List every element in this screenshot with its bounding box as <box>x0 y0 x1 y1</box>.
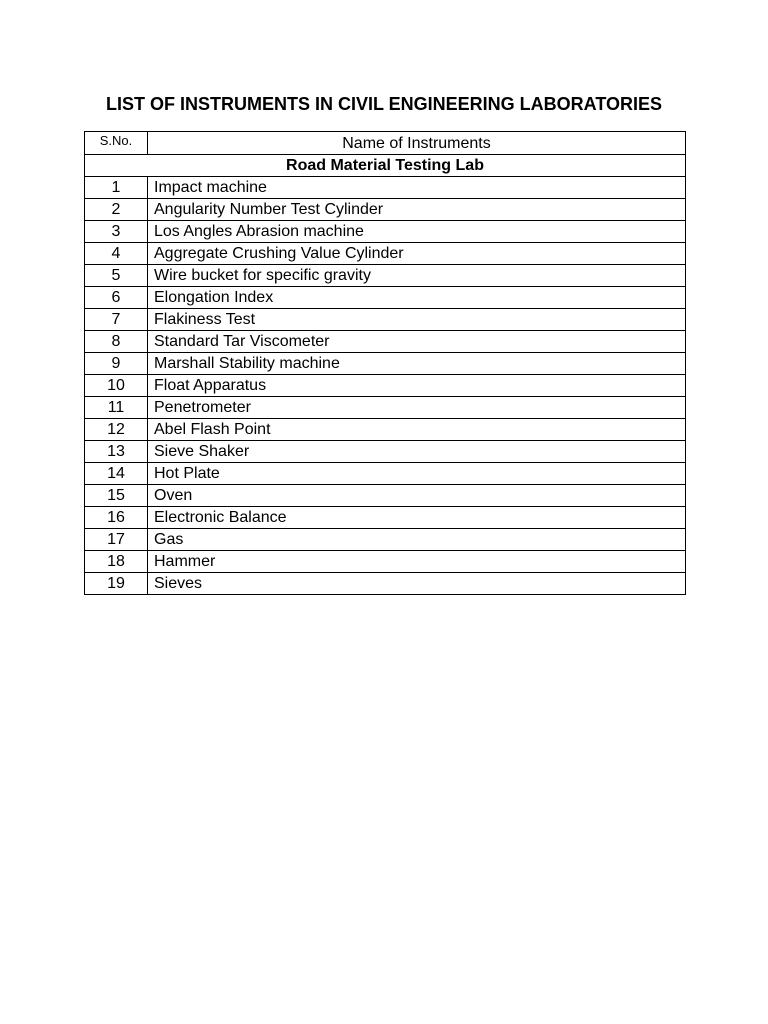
row-number: 5 <box>85 265 148 287</box>
row-number: 6 <box>85 287 148 309</box>
instrument-name: Marshall Stability machine <box>148 353 686 375</box>
table-row <box>85 573 686 595</box>
section-row <box>85 155 686 177</box>
row-number: 15 <box>85 485 148 507</box>
instrument-name: Float Apparatus <box>148 375 686 397</box>
row-number: 4 <box>85 243 148 265</box>
row-number: 1 <box>85 177 148 199</box>
instrument-name: Impact machine <box>148 177 686 199</box>
row-number: 16 <box>85 507 148 529</box>
table-row <box>85 441 686 463</box>
instrument-name: Wire bucket for specific gravity <box>148 265 686 287</box>
table-row <box>85 265 686 287</box>
instrument-name: Electronic Balance <box>148 507 686 529</box>
table-row <box>85 331 686 353</box>
row-number: 12 <box>85 419 148 441</box>
instrument-name: Sieve Shaker <box>148 441 686 463</box>
instrument-name: Elongation Index <box>148 287 686 309</box>
instrument-name: Sieves <box>148 573 686 595</box>
table-row <box>85 463 686 485</box>
instrument-name: Oven <box>148 485 686 507</box>
document-title: LIST OF INSTRUMENTS IN CIVIL ENGINEERING LABORATORIES <box>105 94 663 114</box>
row-number: 2 <box>85 199 148 221</box>
row-number: 13 <box>85 441 148 463</box>
table-row <box>85 309 686 331</box>
instruments-table <box>84 131 686 595</box>
instrument-name: Hot Plate <box>148 463 686 485</box>
table-row <box>85 221 686 243</box>
table-row <box>85 353 686 375</box>
table-row <box>85 243 686 265</box>
table-row <box>85 375 686 397</box>
row-number: 11 <box>85 397 148 419</box>
table-row <box>85 199 686 221</box>
instruments-table-body <box>85 132 686 595</box>
instrument-name: Flakiness Test <box>148 309 686 331</box>
section-title: Road Material Testing Lab <box>85 155 686 177</box>
table-row <box>85 287 686 309</box>
table-row <box>85 397 686 419</box>
instrument-name: Gas <box>148 529 686 551</box>
row-number: 7 <box>85 309 148 331</box>
table-row <box>85 507 686 529</box>
row-number: 19 <box>85 573 148 595</box>
table-row <box>85 177 686 199</box>
row-number: 18 <box>85 551 148 573</box>
row-number: 17 <box>85 529 148 551</box>
instrument-name: Hammer <box>148 551 686 573</box>
table-row <box>85 529 686 551</box>
row-number: 3 <box>85 221 148 243</box>
instrument-name: Angularity Number Test Cylinder <box>148 199 686 221</box>
table-row <box>85 419 686 441</box>
instrument-name: Standard Tar Viscometer <box>148 331 686 353</box>
instrument-name: Los Angles Abrasion machine <box>148 221 686 243</box>
row-number: 10 <box>85 375 148 397</box>
row-number: 14 <box>85 463 148 485</box>
header-row <box>85 132 686 155</box>
table-row <box>85 485 686 507</box>
row-number: 8 <box>85 331 148 353</box>
instrument-name: Abel Flash Point <box>148 419 686 441</box>
row-number: 9 <box>85 353 148 375</box>
instrument-name: Aggregate Crushing Value Cylinder <box>148 243 686 265</box>
instrument-name: Penetrometer <box>148 397 686 419</box>
header-sno: S.No. <box>85 132 148 155</box>
header-name: Name of Instruments <box>148 132 686 155</box>
table-row <box>85 551 686 573</box>
